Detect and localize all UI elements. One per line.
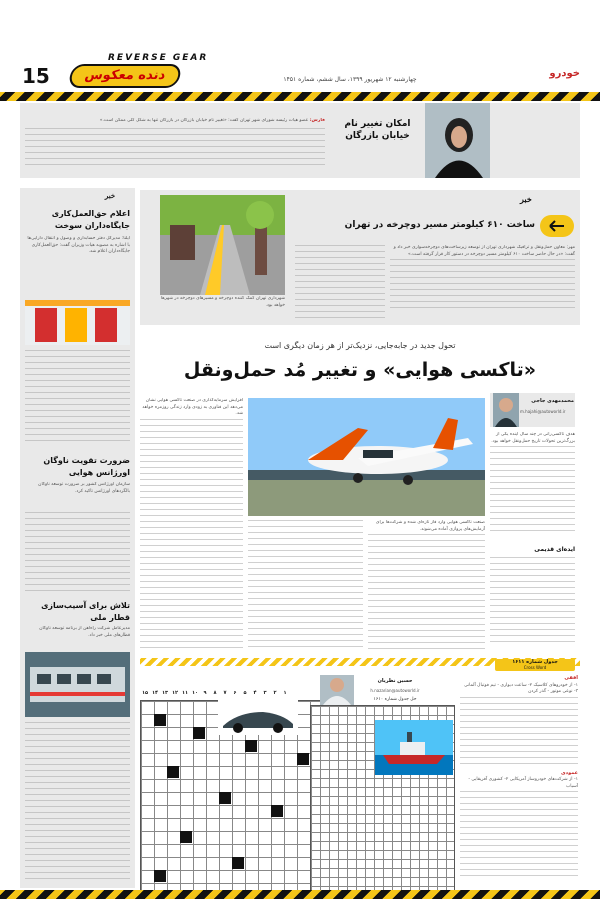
crossword-col-number: ۱۰ xyxy=(191,690,199,696)
author-photo xyxy=(493,393,519,427)
top-story-kicker: فارس: xyxy=(309,118,325,123)
sidebar-text-lines xyxy=(25,350,130,445)
sidebar-text-lines xyxy=(25,722,130,882)
text-lines xyxy=(25,350,130,445)
feature-col-right2 xyxy=(490,545,575,650)
crossword-column-numbers xyxy=(140,688,290,698)
crossword-author: حسین نظریان xyxy=(377,678,413,684)
feature-title: «تاکسی هوایی» و تغییر مُد حمل‌ونقل xyxy=(183,359,537,381)
crossword-heading-box xyxy=(495,659,575,671)
top-story-photo xyxy=(425,103,490,178)
feature-subhead: ایده‌ای قدیمی xyxy=(534,546,575,553)
crossword-heading-latin: Cross Word xyxy=(523,665,547,670)
crossword-col-number: ۷ xyxy=(223,690,227,696)
feature-col-right xyxy=(490,432,575,537)
black-cell xyxy=(232,857,244,869)
brand-latin: REVERSE GEAR xyxy=(108,53,209,63)
crossword-col-number: ۵ xyxy=(243,690,247,696)
crossword-heading: جدول شماره ۱۶۱۱ xyxy=(512,659,558,665)
crossword-col-number: ۸ xyxy=(213,690,217,696)
crossword-col-number: ۱۴ xyxy=(151,690,159,696)
ship-photo xyxy=(375,720,453,775)
clues-across-label: افقی xyxy=(564,675,578,681)
crossword-solution-label: حل جدول شماره ۱۶۱۰ xyxy=(373,697,417,702)
clues-down-label: عمودی xyxy=(560,769,578,776)
top-story-body xyxy=(25,118,325,174)
sidebar-kicker: خبر xyxy=(104,193,116,200)
text-lines xyxy=(25,512,130,592)
crossword-col-number: ۱۲ xyxy=(171,690,179,696)
text-lines xyxy=(248,520,363,650)
black-cell xyxy=(245,740,257,752)
text-lines xyxy=(490,446,575,531)
top-story-text: عضو هیات رئیسه شورای شهر تهران گفت: «تغییر نام خیابان بازرگان در بازرگان تنها به شکل کلی ممکن است.» xyxy=(99,118,309,123)
feature-col-left xyxy=(140,398,243,653)
black-cell xyxy=(180,831,192,843)
feature-col-mid1 xyxy=(248,520,363,650)
feature-text-right: هدف تاکسی‌رانی در چند سال آینده یکی از بزرگ‌ترین تحولات تاریخ حمل‌ونقل خواهد بود. xyxy=(491,432,575,444)
crossword-col-number: ۱۳ xyxy=(161,690,169,696)
page-number: 15 xyxy=(22,64,50,88)
sports-car-photo xyxy=(218,700,298,735)
crossword-col-number: ۶ xyxy=(233,690,237,696)
sidebar-news1-title: اعلام حق‌العمل‌کاری جایگاه‌داران سوخت xyxy=(51,209,130,230)
text-lines xyxy=(390,259,575,309)
black-cell xyxy=(297,753,309,765)
text-lines xyxy=(25,128,325,168)
text-lines xyxy=(368,534,485,650)
sidebar-news2-title: ضرورت تقویت ناوگان اورژانس هوایی xyxy=(43,456,130,477)
crossword-clues xyxy=(460,675,578,890)
clues-across: ۱- از خودروهای کلاسیک ۲- ساعت دیواری - تیم فوتبال آلمانی ۳- نوعی موتور - گذر کردن xyxy=(464,682,578,694)
text-lines xyxy=(140,419,243,654)
top-story-title: امکان تغییر نام خیابان بازرگان xyxy=(344,119,411,141)
section-brand: دنده معکوس xyxy=(67,64,182,88)
text-lines xyxy=(460,697,578,767)
crossword-col-number: ۱ xyxy=(283,690,287,696)
black-cell xyxy=(167,766,179,778)
main-story-text: مهر: معاون حمل‌ونقل و ترافیک شهرداری تهران از توسعه زیرساخت‌های دوچرخه‌سواری خبر داد و گفت: «در حال حاضر ساخت ۶۱۰ کیلومتر مسیر دوچرخه در دستور کار قرار گرفته است.» xyxy=(393,245,575,257)
crossword-col-number: ۱۵ xyxy=(141,690,149,696)
feature-col-mid2 xyxy=(368,520,485,650)
main-story-kicker: خبر xyxy=(520,195,532,204)
bottom-hazard-stripe xyxy=(0,890,600,899)
crossword-col-number: ۲ xyxy=(273,690,277,696)
text-lines xyxy=(295,245,385,320)
author-name: محمدمهدی جاجی xyxy=(531,398,574,404)
black-cell xyxy=(154,714,166,726)
text-lines xyxy=(490,557,575,647)
main-story-body-left xyxy=(295,245,385,320)
masthead xyxy=(0,0,600,100)
clues-down: ۱- از شرکت‌های خودروساز آمریکایی ۲- کشوری آفریقایی - آسیاب xyxy=(468,777,578,789)
paper-logo: خودرو xyxy=(549,68,580,79)
train-photo xyxy=(25,652,130,717)
sidebar-news3-body: مدیرعامل شرکت راه‌آهن از برنامه توسعه ناوگان قطارهای ملی خبر داد. xyxy=(39,626,130,638)
main-story-body-right xyxy=(390,245,575,320)
main-story-title: ساخت ۶۱۰ کیلومتر مسیر دوچرخه در تهران xyxy=(344,220,535,230)
feature-text-left: افزایش سرمایه‌گذاری در صنعت تاکسی هوایی نشان می‌دهد این فناوری به زودی وارد زندگی روزمره خواهد شد. xyxy=(142,398,243,416)
black-cell xyxy=(154,870,166,882)
author-box xyxy=(490,393,575,427)
feature-supertitle: تحول جدید در جابه‌جایی، نزدیک‌تر از هر زمان دیگری است xyxy=(264,341,456,350)
sidebar-text-lines xyxy=(25,512,130,592)
arrow-icon xyxy=(540,215,574,237)
author-email: m.hajahi@autoworld.ir xyxy=(520,409,566,414)
crossword-col-number: ۳ xyxy=(263,690,267,696)
feature-text-mid: صنعت تاکسی هوایی وارد فاز تازه‌ای شده و شرکت‌ها برای آزمایش‌های پروازی آماده می‌شوند. xyxy=(375,520,485,532)
crossword-col-number: ۹ xyxy=(203,690,207,696)
sidebar-news2-body: سازمان اورژانس کشور بر ضرورت توسعه ناوگان بالگردهای اورژانس تاکید کرد. xyxy=(38,482,130,494)
black-cell xyxy=(219,792,231,804)
hazard-stripe xyxy=(0,92,600,101)
crossword-author-email: h.nazarian@autoworld.ir xyxy=(370,688,420,693)
black-cell xyxy=(271,805,283,817)
text-lines xyxy=(460,791,578,881)
text-lines xyxy=(25,722,130,882)
bike-lane-photo xyxy=(160,195,285,295)
crossword-col-number: ۱۱ xyxy=(181,690,189,696)
black-cell xyxy=(193,727,205,739)
air-taxi-photo xyxy=(248,398,485,516)
fuel-station-photo xyxy=(25,300,130,345)
date-line: چهارشنبه ۱۲ شهریور ۱۳۹۹، سال ششم، شماره ۱۴۵۱ xyxy=(283,76,417,83)
sidebar-news1-body: ایلنا: مدیرکل دفتر حسابداری و وصول و انتقال دارایی‌ها با اشاره به مصوبه هیات وزیران گفت: حق‌العمل‌کاری جایگاه‌داران اعلام شد. xyxy=(27,236,130,254)
crossword-col-number: ۴ xyxy=(253,690,257,696)
bike-photo-caption: شهرداری تهران کمک کننده دوچرخه و مسیرهای دوچرخه در شهرها خواهد بود. xyxy=(160,296,285,308)
sidebar-news3-title: تلاش برای آسیب‌سازی قطار ملی xyxy=(41,601,130,622)
